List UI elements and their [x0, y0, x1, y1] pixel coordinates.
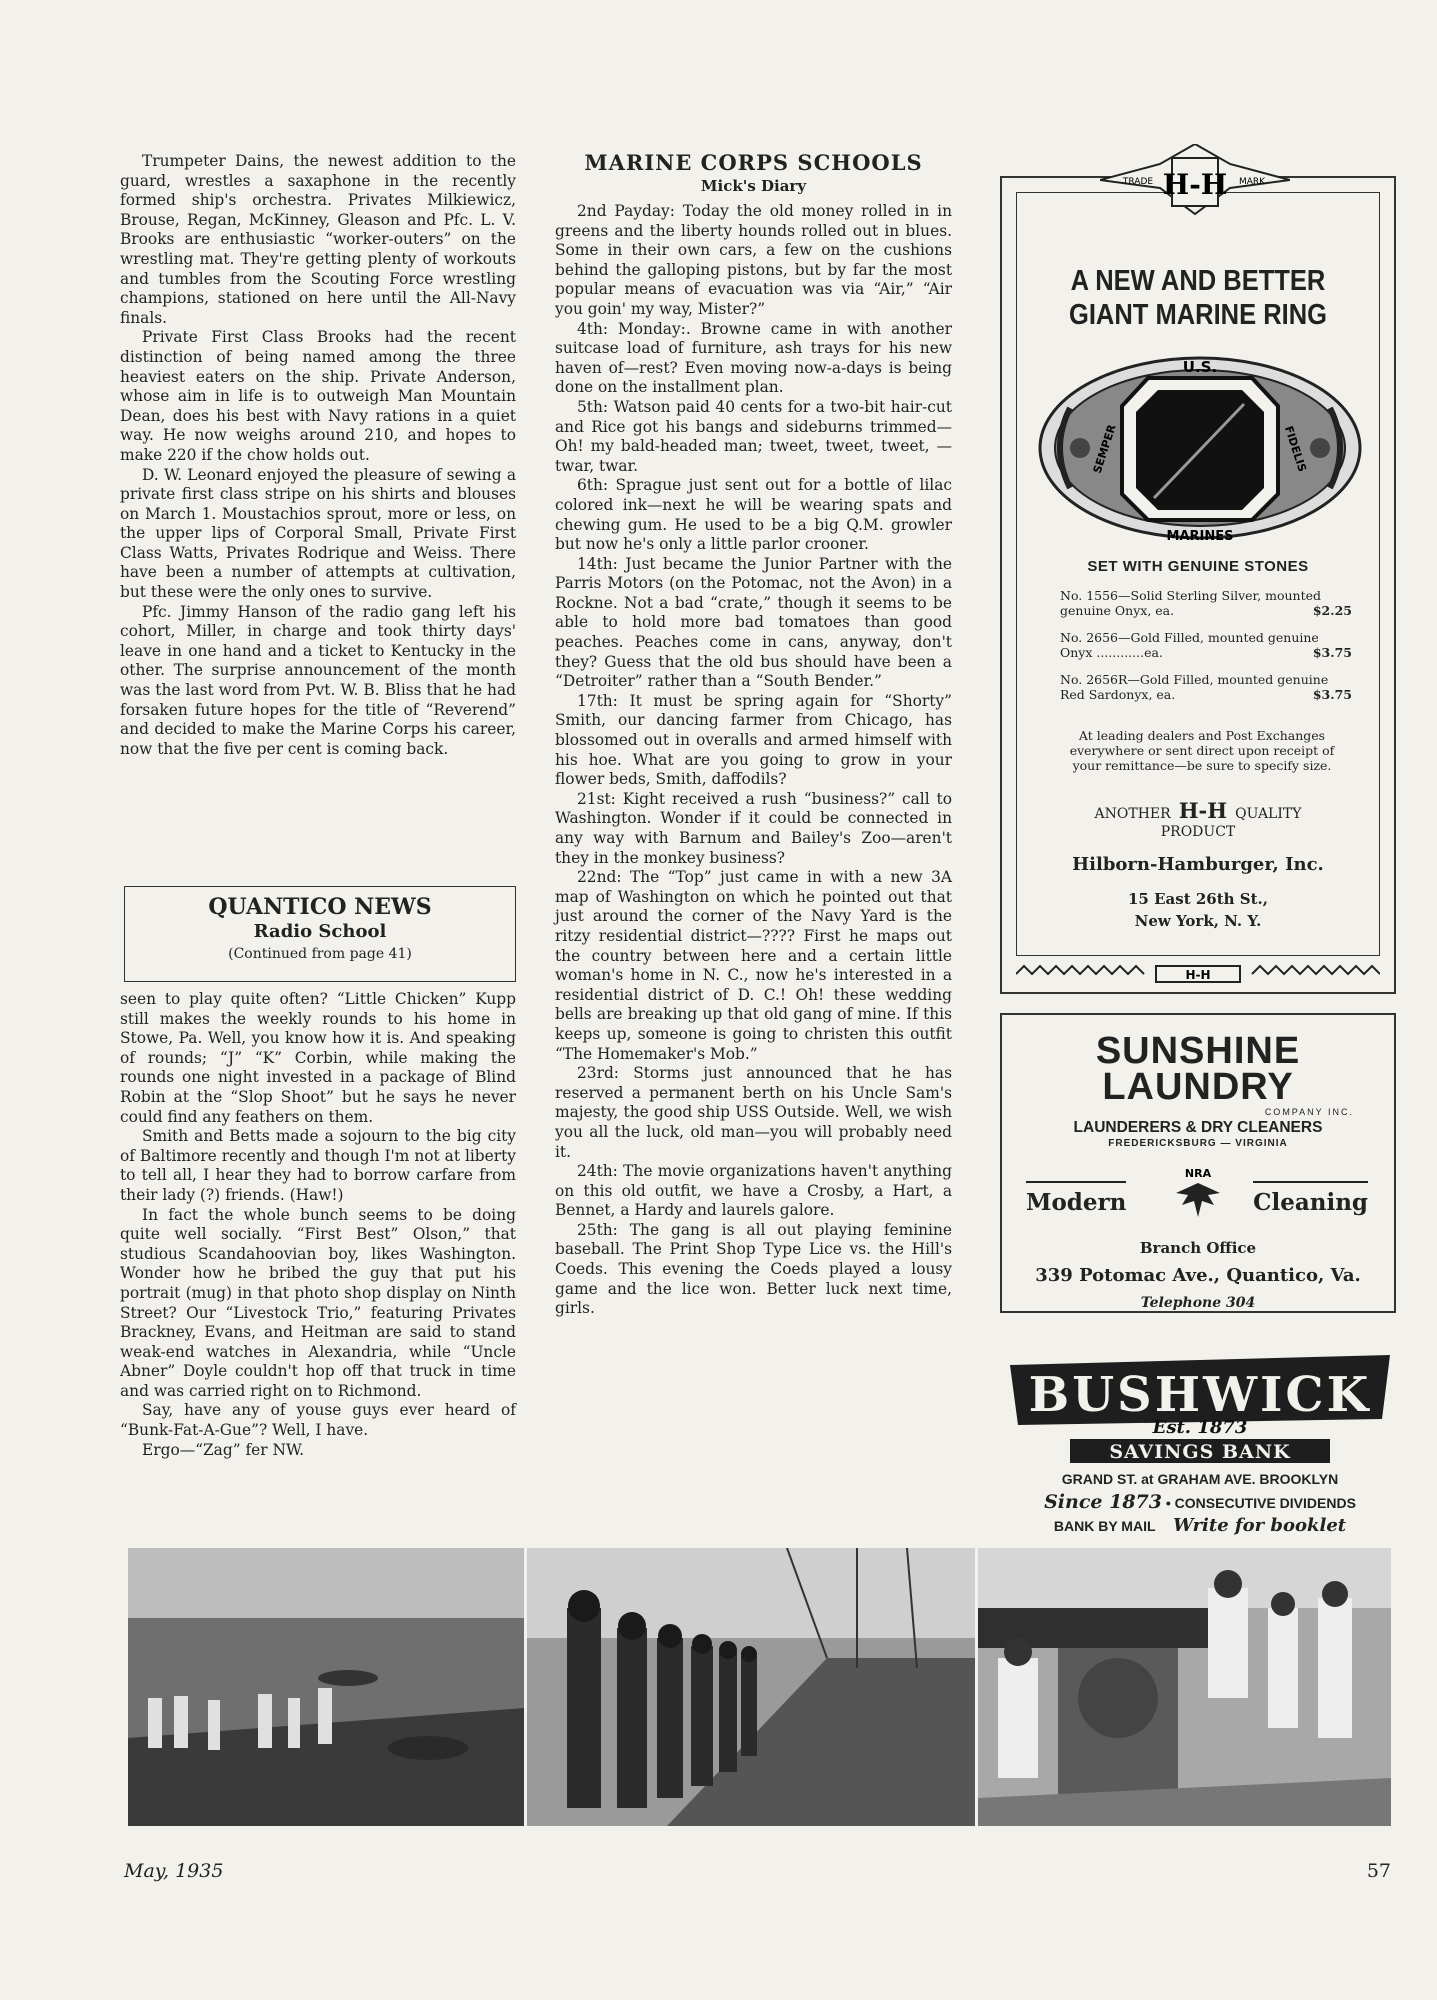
- column-1-bottom: [120, 990, 516, 1460]
- section-title: MARINE CORPS SCHOOLS: [584, 150, 923, 175]
- issue-date: May, 1935: [124, 1860, 224, 1882]
- ad-headline: [1026, 264, 1371, 332]
- trade-text: TRADE: [1122, 177, 1154, 187]
- article-paragraph: Private First Class Brooks had the recent distinction of being named among the three heaviest eaters on the ship. Private Anderson, whose aim in life is to outweigh Man Mountain Dean, does his best with Navy rations in a quiet way. He now weighs around 210, and hopes to make 220 if the chow holds out.: [120, 328, 516, 464]
- footer-hh-logo: H-H: [1185, 968, 1211, 982]
- laundry-branch: Branch Office: [1139, 1239, 1257, 1257]
- ad-stones-heading: SET WITH GENUINE STONES: [1087, 558, 1309, 575]
- laundry-location: FREDERICKSBURG — VIRGINIA: [1108, 1138, 1288, 1149]
- bank-by-mail: BANK BY MAIL: [1053, 1518, 1156, 1534]
- nra-text: NRA: [1184, 1167, 1212, 1180]
- diary-entry: 17th: It must be spring again for “Shorty” Smith, our dancing farmer from Chicago, has blossomed out in overalls and armed himself with his hoe. What are you going to grow in your flower beds, Smith, daffodils?: [555, 691, 952, 789]
- nra-eagle-icon: [1170, 1165, 1226, 1225]
- ring-item: [1060, 630, 1352, 660]
- photo-marines-in-formation: [527, 1548, 975, 1826]
- hh-brand-text: H-H: [1178, 798, 1228, 823]
- bank-subname: SAVINGS BANK: [1109, 1441, 1291, 1463]
- quality-text: QUALITY: [1235, 806, 1302, 822]
- another-text: ANOTHER: [1094, 806, 1171, 822]
- ad-dealers-note: At leading dealers and Post Exchanges everywhere or sent direct upon receipt of your remittance—be sure to specify size.: [1069, 728, 1335, 773]
- laundry-cleaning: Cleaning: [1253, 1181, 1368, 1216]
- article-paragraph: Ergo—“Zag” fer NW.: [142, 1440, 304, 1459]
- diary-entry: 25th: The gang is all out playing feminine baseball. The Print Shop Type Lice vs. the Hill's Coeds. This evening the Coeds played a lousy game and the lice won. Better luck next time, girls.: [555, 1220, 952, 1318]
- bank-established: Est. 1873: [1152, 1417, 1248, 1438]
- ring-item-price: $2.25: [1312, 603, 1352, 618]
- column-2: [555, 150, 952, 1319]
- laundry-modern: Modern: [1026, 1181, 1126, 1216]
- article-paragraph: In fact the whole bunch seems to be doing quite well socially. “First Best” Olson,” that studious Scandahoovian boy, likes Washington. Wonder how he bribed the guy that put his portrait (mug) in that photo shop display on Ninth Street? Our “Livestock Trio,” featuring Privates Brackney, Evans, and Heitman are said to stand weak-end watches in Alexandria, while “Uncle Abner” Doyle couldn't hop off that truck in time and was carried right on to Richmond.: [120, 1205, 516, 1400]
- photo-harbor-shore: [128, 1548, 524, 1826]
- photo-deck-gun-crew: [978, 1548, 1391, 1826]
- laundry-address: 339 Potomac Ave., Quantico, Va.: [1035, 1265, 1361, 1286]
- article-paragraph: seen to play quite often? “Little Chicken” Kupp still makes the weekly rounds to his home in Stowe, Pa. Well, you know how it is. And speaking of rounds; “J” “K” Corbin, while making the rounds one night invested in a package of Blind Robin at the “Slop Shoot” but he says he never could find any feathers on them.: [120, 990, 516, 1126]
- bushwick-bank-ad: [1010, 1355, 1390, 1535]
- ad-company-name: Hilborn-Hamburger, Inc.: [1072, 854, 1324, 875]
- article-paragraph: Say, have any of youse guys ever heard of “Bunk-Fat-A-Gue”? Well, I have.: [120, 1401, 516, 1440]
- bank-banner: [1010, 1355, 1390, 1463]
- bank-mail-line: [1010, 1515, 1390, 1536]
- marine-ring-illustration: [1030, 348, 1370, 548]
- ring-semper-text: SEMPER: [1090, 422, 1119, 475]
- article-paragraph: D. W. Leonard enjoyed the pleasure of sewing a private first class stripe on his shirts and blouses on March 1. Moustachios sprout, more or less, on the upper lips of Corporal Small, Private First Class Watts, Privates Rodrique and Weiss. There have been a number of attempts at cultivation, but these were the only ones to survive.: [120, 465, 516, 602]
- hh-trademark-logo: [1100, 144, 1290, 224]
- quantico-news-header: [124, 886, 516, 982]
- bank-since-line: [1010, 1491, 1390, 1513]
- ad-address-line2: New York, N. Y.: [1134, 912, 1262, 930]
- diary-entry: 6th: Sprague just sent out for a bottle of lilac colored ink—next he will be wearing spats and chewing gum. He used to be a big Q.M. growler but now he's only a little parlor crooner.: [555, 476, 952, 554]
- ring-fidelis-text: FIDELIS: [1281, 424, 1309, 474]
- eagle-emblem-icon: [1310, 438, 1330, 458]
- ring-item: [1060, 672, 1352, 702]
- quantico-news-title: QUANTICO NEWS: [208, 894, 432, 920]
- article-paragraph: Pfc. Jimmy Hanson of the radio gang left his cohort, Miller, in charge and took thirty days' leave in one hand and a ticket to Kentucky in the other. The surprise announcement of the month was the last word from Pvt. W. B. Bliss that he had forsaken future hopes for the title of “Reverend” and decided to make the Marine Corps his career, now that the five per cent is coming back.: [120, 602, 516, 758]
- mark-text: MARK: [1238, 177, 1266, 187]
- hh-logo-text: H-H: [1162, 168, 1228, 201]
- ad-headline-line2: GIANT MARINE RING: [1068, 299, 1328, 331]
- bank-name: BUSHWICK: [1028, 1367, 1372, 1423]
- ring-us-text: U.S.: [1182, 358, 1218, 376]
- section-subtitle: Mick's Diary: [700, 177, 807, 195]
- ring-item: [1060, 588, 1352, 618]
- diary-entry: 4th: Monday:. Browne came in with another suitcase load of furniture, ash trays for his new haven of—rest? Even moving now-a-days is being done on the installment plan.: [555, 319, 952, 397]
- quantico-news-subtitle: Radio School: [253, 921, 387, 942]
- ring-marines-text: MARINES: [1166, 529, 1234, 544]
- ad-address: [1002, 888, 1394, 932]
- ring-item-desc: No. 2656—Gold Filled, mounted genuine Onyx ............ea.: [1060, 630, 1319, 660]
- quantico-news-continued: (Continued from page 41): [228, 946, 412, 962]
- laundry-brand-line1: SUNSHINE: [1095, 1030, 1301, 1072]
- ring-item-price: $3.75: [1312, 645, 1352, 660]
- bank-street: GRAND ST. at GRAHAM AVE. BROOKLYN: [1061, 1471, 1339, 1487]
- ad-footer-border: [1016, 964, 1380, 984]
- bank-since: Since 1873: [1044, 1491, 1162, 1513]
- ad-headline-line1: A NEW AND BETTER: [1070, 265, 1326, 297]
- laundry-telephone: Telephone 304: [1140, 1295, 1256, 1311]
- ad-address-line1: 15 East 26th St.,: [1128, 890, 1268, 908]
- eagle-emblem-icon: [1070, 438, 1090, 458]
- diary-entry: 5th: Watson paid 40 cents for a two-bit hair-cut and Rice got his bangs and sideburns trimmed—Oh! my bald-headed man; tweet, tweet, tweet, — twar, twar.: [555, 397, 952, 475]
- diary-entry: 24th: The movie organizations haven't anything on this old outfit, we have a Crosby, a Hart, a Bennet, a Hardy and laurels galore.: [555, 1162, 952, 1220]
- laundry-brand-line2: LAUNDRY: [1102, 1066, 1294, 1108]
- marine-ring-ad: [1000, 176, 1396, 994]
- bank-booklet: Write for booklet: [1173, 1515, 1347, 1536]
- article-paragraph: Smith and Betts made a sojourn to the big city of Baltimore recently and though I'm not at liberty to tell all, I hear they had to borrow carfare from their lady (?) friends. (Haw!): [120, 1127, 516, 1204]
- ring-item-desc: No. 1556—Solid Sterling Silver, mounted genuine Onyx, ea.: [1060, 588, 1322, 618]
- bank-dividends: • CONSECUTIVE DIVIDENDS: [1165, 1495, 1356, 1511]
- ring-item-price: $3.75: [1312, 687, 1352, 702]
- laundry-company-inc: COMPANY INC.: [1264, 1107, 1354, 1117]
- sunshine-laundry-ad: [1000, 1013, 1396, 1313]
- diary-entry: 21st: Kight received a rush “business?” call to Washington. Wonder if it could be connected in any way with Barnum and Bailey's Zoo—aren't they in the monkey business?: [555, 789, 952, 867]
- laundry-tagline: LAUNDERERS & DRY CLEANERS: [1073, 1119, 1323, 1136]
- diary-entry: 23rd: Storms just announced that he has reserved a permanent berth on his Uncle Sam's majesty, the good ship USS Outside. Well, we wish you all the luck, old man—you will probably need it.: [555, 1064, 952, 1161]
- ring-item-desc: No. 2656R—Gold Filled, mounted genuine Red Sardonyx, ea.: [1060, 672, 1329, 702]
- column-1-top: [120, 152, 516, 759]
- page-number: 57: [1366, 1860, 1391, 1882]
- diary-entry: 2nd Payday: Today the old money rolled in in greens and the liberty hounds rolled out in blues. Some in their own cars, a few on the cushions behind the galloping pistons, but by far the most popular means of evacuation was via “Air,” “Air you goin' my way, Mister?”: [555, 202, 952, 318]
- ad-product-text: PRODUCT: [1160, 824, 1236, 840]
- article-paragraph: Trumpeter Dains, the newest addition to the guard, wrestles a saxaphone in the recently formed ship's orchestra. Privates Milkiewicz, Brouse, Regan, McKinney, Gleason and Pfc. L. V. Brooks are enthusiastic “worker-outers” on the wrestling mat. They're getting plenty of workouts and tumbles from the Scouting Force wrestling champions, stationed on here until the All-Navy finals.: [120, 152, 516, 327]
- ad-quality-line: [1002, 798, 1394, 823]
- diary-entry: 22nd: The “Top” just came in with a new 3A map of Washington on which he pointed out that just around the corner of the Navy Yard is the ritzy residential district—???? First he maps out the country between here and a certain little woman's home in N. C., now he's interested in a residential district of D. C.! Oh! these wedding bells are breaking up that old gang of mine. If this keeps up, someone is going to christen this outfit “The Homemaker's Mob.”: [555, 868, 952, 1063]
- diary-entry: 14th: Just became the Junior Partner with the Parris Motors (on the Potomac, not the Avon) in a Rockne. Not a bad “crate,” though it seems to be able to hold more bad tomatoes than good peaches. Peaches come in cans, anyway, don't they? Guess that the old bus should have been a “Detroiter” rather than a “South Bender.”: [555, 554, 952, 691]
